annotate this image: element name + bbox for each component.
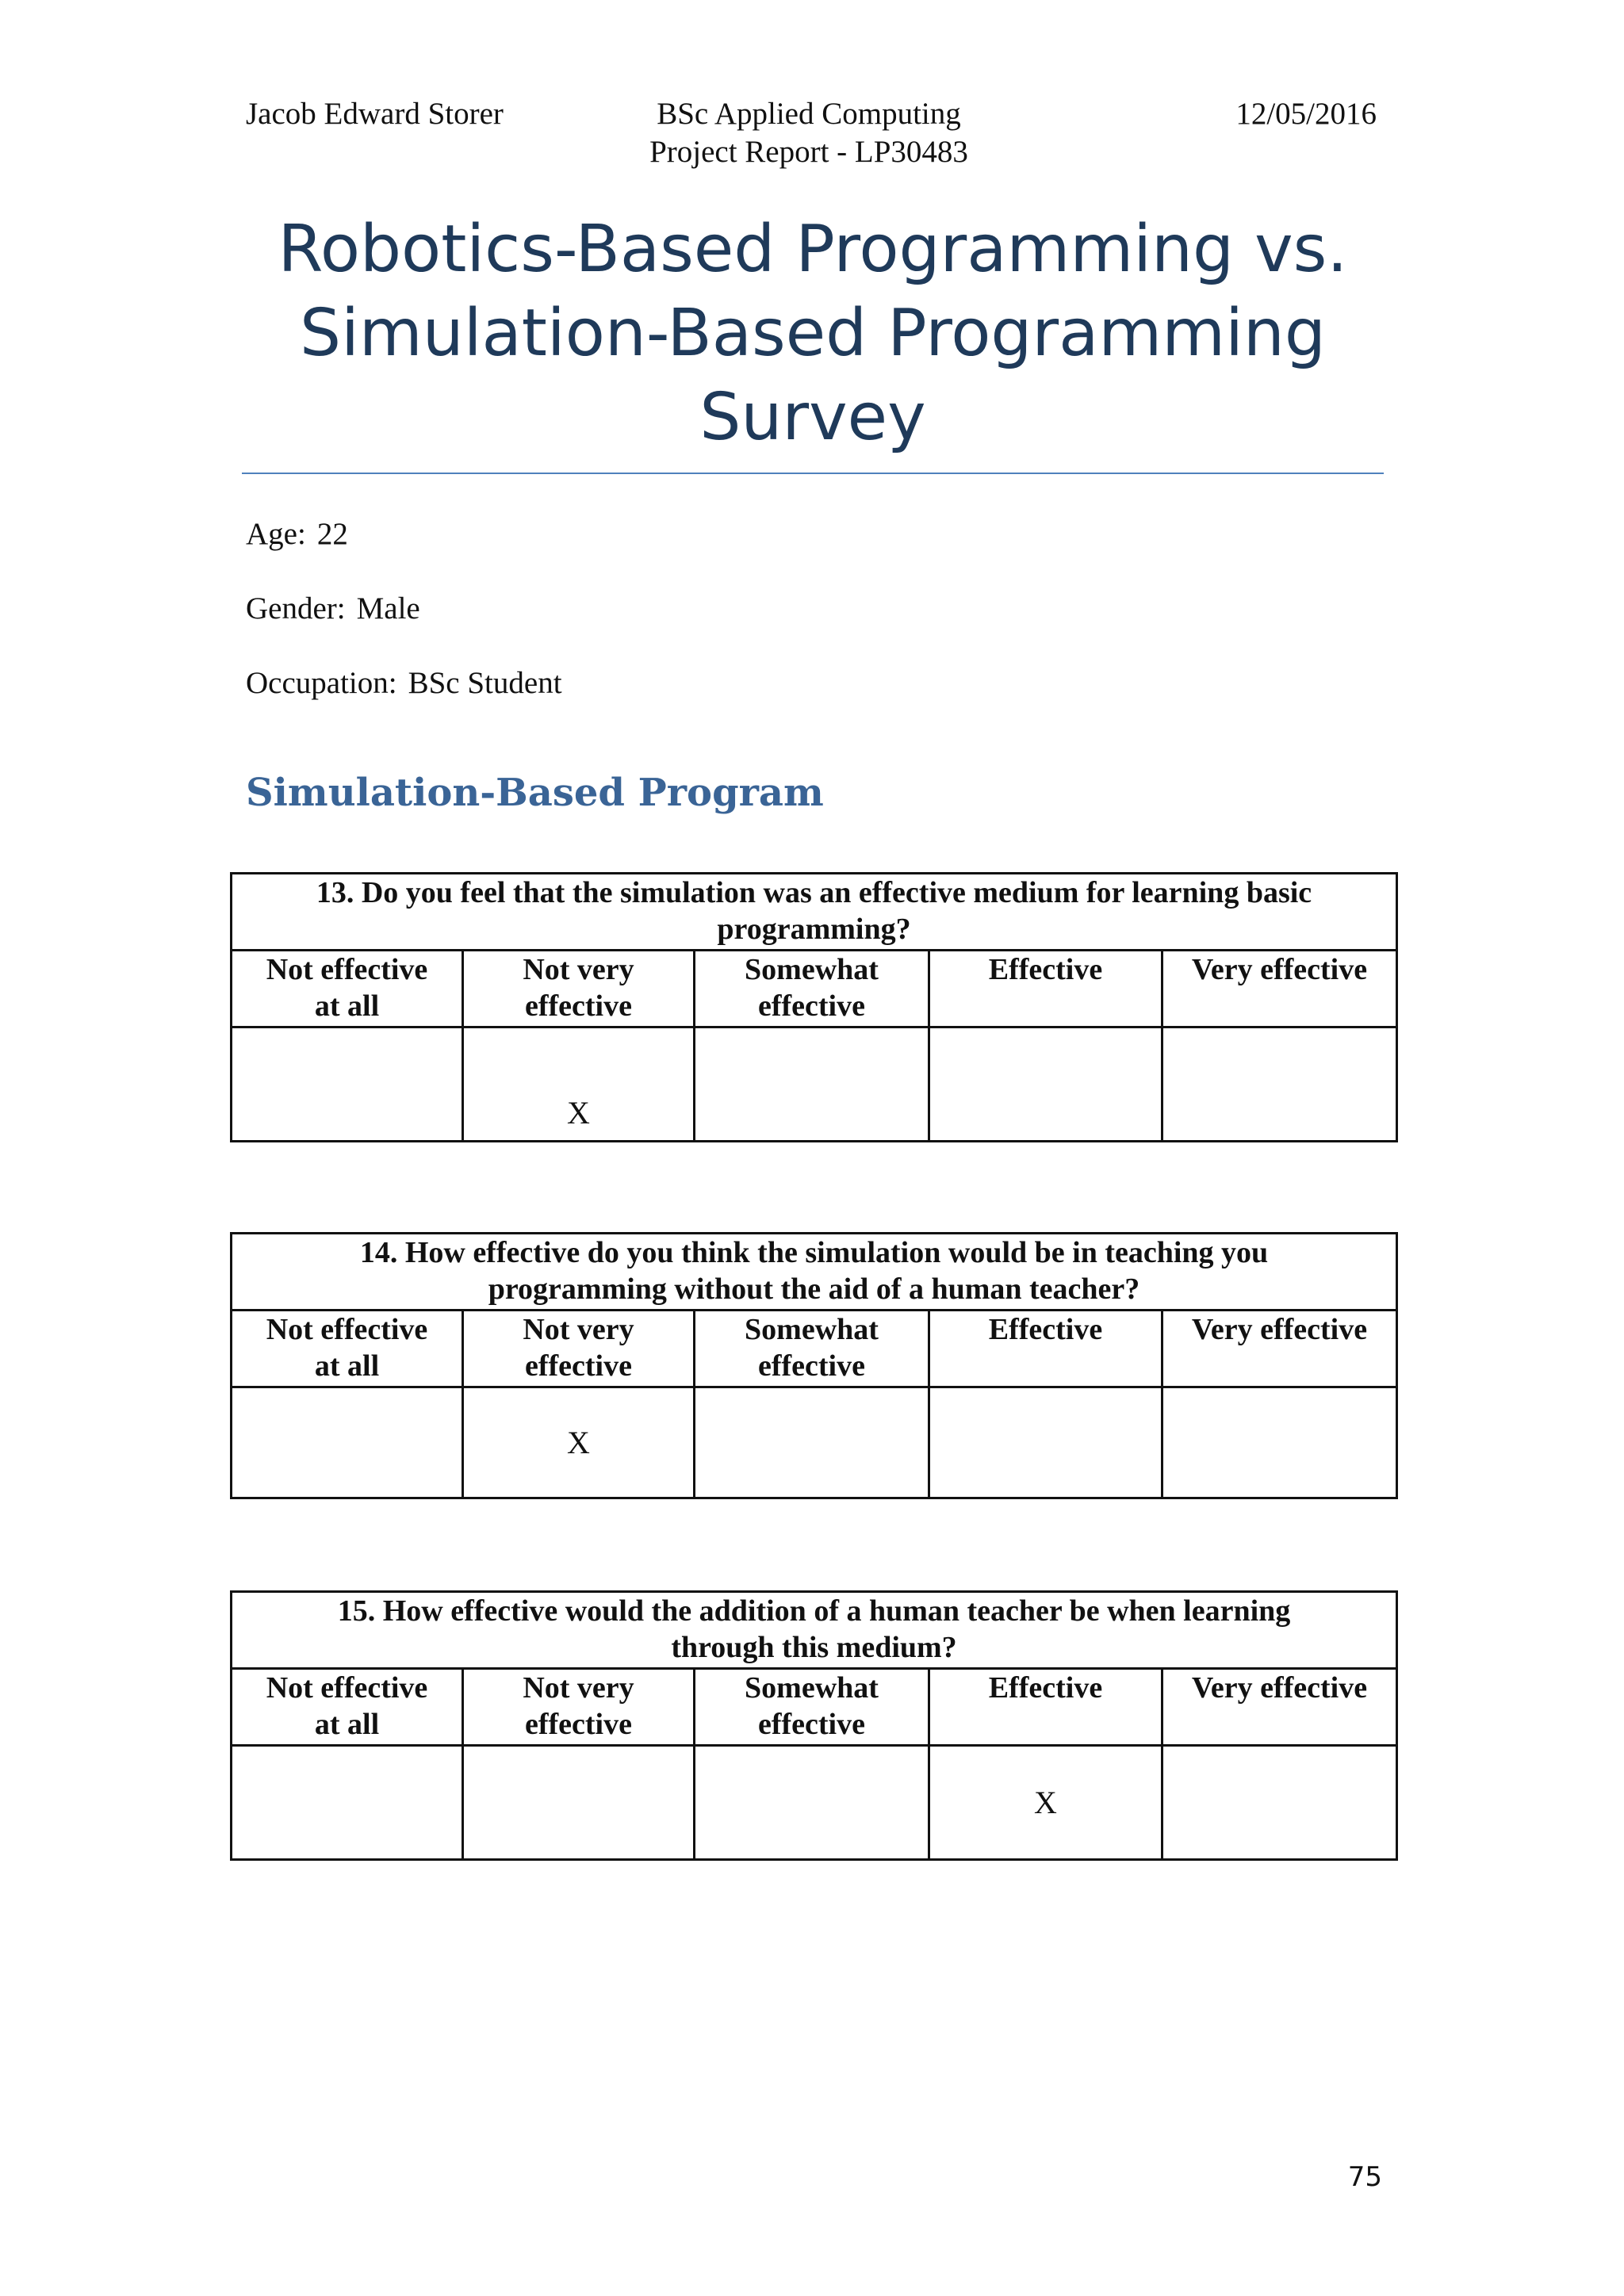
question-line2: through this medium? — [671, 1631, 957, 1664]
title-divider — [242, 473, 1384, 474]
answer-cell[interactable] — [929, 1027, 1162, 1142]
answer-cell[interactable] — [929, 1387, 1162, 1498]
question-line1: 15. How effective would the addition of a human teacher be when learning — [337, 1594, 1291, 1628]
question-line2: programming? — [717, 913, 911, 946]
question-text — [232, 1234, 1397, 1311]
question-line1: 14. How effective do you think the simulation would be in teaching you — [359, 1236, 1269, 1269]
age-value: 22 — [316, 517, 348, 551]
page-number: 75 — [1347, 2161, 1382, 2193]
answer-cell[interactable] — [232, 1027, 463, 1142]
option-effective: Effective — [929, 1311, 1162, 1387]
page-title — [242, 208, 1384, 460]
option-not-very-effective: Not very effective — [463, 1669, 695, 1746]
gender-value: Male — [356, 591, 420, 626]
occupation-field — [246, 664, 562, 702]
option-not-effective-at-all: Not effective at all — [232, 1669, 463, 1746]
answer-cell[interactable] — [695, 1027, 929, 1142]
gender-field — [246, 590, 420, 628]
option-very-effective: Very effective — [1162, 1311, 1397, 1387]
occupation-value: BSc Student — [408, 666, 562, 700]
question-table-14 — [230, 1232, 1398, 1499]
title-line1: Robotics-Based Programming vs. — [278, 212, 1348, 287]
answer-cell[interactable] — [232, 1387, 463, 1498]
question-text — [232, 874, 1397, 951]
question-text — [232, 1592, 1397, 1669]
occupation-label: Occupation: — [246, 666, 397, 700]
title-line3: Survey — [699, 380, 926, 455]
option-not-effective-at-all: Not effective at all — [232, 951, 463, 1027]
option-very-effective: Very effective — [1162, 951, 1397, 1027]
section-heading: Simulation-Based Program — [246, 771, 824, 815]
question-line2: programming without the aid of a human teacher? — [488, 1272, 1140, 1306]
gender-label: Gender: — [246, 591, 346, 626]
option-not-effective-at-all: Not effective at all — [232, 1311, 463, 1387]
age-field — [246, 515, 348, 553]
answer-cell[interactable] — [1162, 1027, 1397, 1142]
option-not-very-effective: Not very effective — [463, 951, 695, 1027]
header-author: Jacob Edward Storer — [246, 97, 504, 131]
option-not-very-effective: Not very effective — [463, 1311, 695, 1387]
header-course — [603, 95, 1015, 171]
age-label: Age: — [246, 517, 306, 551]
option-somewhat-effective: Somewhat effective — [695, 1669, 929, 1746]
option-effective: Effective — [929, 951, 1162, 1027]
answer-cell[interactable] — [232, 1746, 463, 1860]
title-line2: Simulation-Based Programming — [300, 296, 1326, 371]
option-somewhat-effective: Somewhat effective — [695, 1311, 929, 1387]
option-very-effective: Very effective — [1162, 1669, 1397, 1746]
header-date: 12/05/2016 — [1235, 97, 1377, 131]
answer-cell[interactable] — [695, 1746, 929, 1860]
answer-cell[interactable] — [1162, 1387, 1397, 1498]
answer-cell[interactable] — [1162, 1746, 1397, 1860]
answer-cell[interactable]: X — [463, 1387, 695, 1498]
option-somewhat-effective: Somewhat effective — [695, 951, 929, 1027]
answer-cell[interactable]: X — [463, 1027, 695, 1142]
question-table-15 — [230, 1590, 1398, 1861]
question-line1: 13. Do you feel that the simulation was an effective medium for learning basic — [316, 876, 1312, 909]
option-effective: Effective — [929, 1669, 1162, 1746]
header-course-line1: BSc Applied Computing — [657, 97, 961, 131]
answer-cell[interactable] — [463, 1746, 695, 1860]
answer-cell[interactable] — [695, 1387, 929, 1498]
answer-cell[interactable]: X — [929, 1746, 1162, 1860]
header-course-line2: Project Report - LP30483 — [649, 135, 968, 169]
question-table-13 — [230, 872, 1398, 1142]
